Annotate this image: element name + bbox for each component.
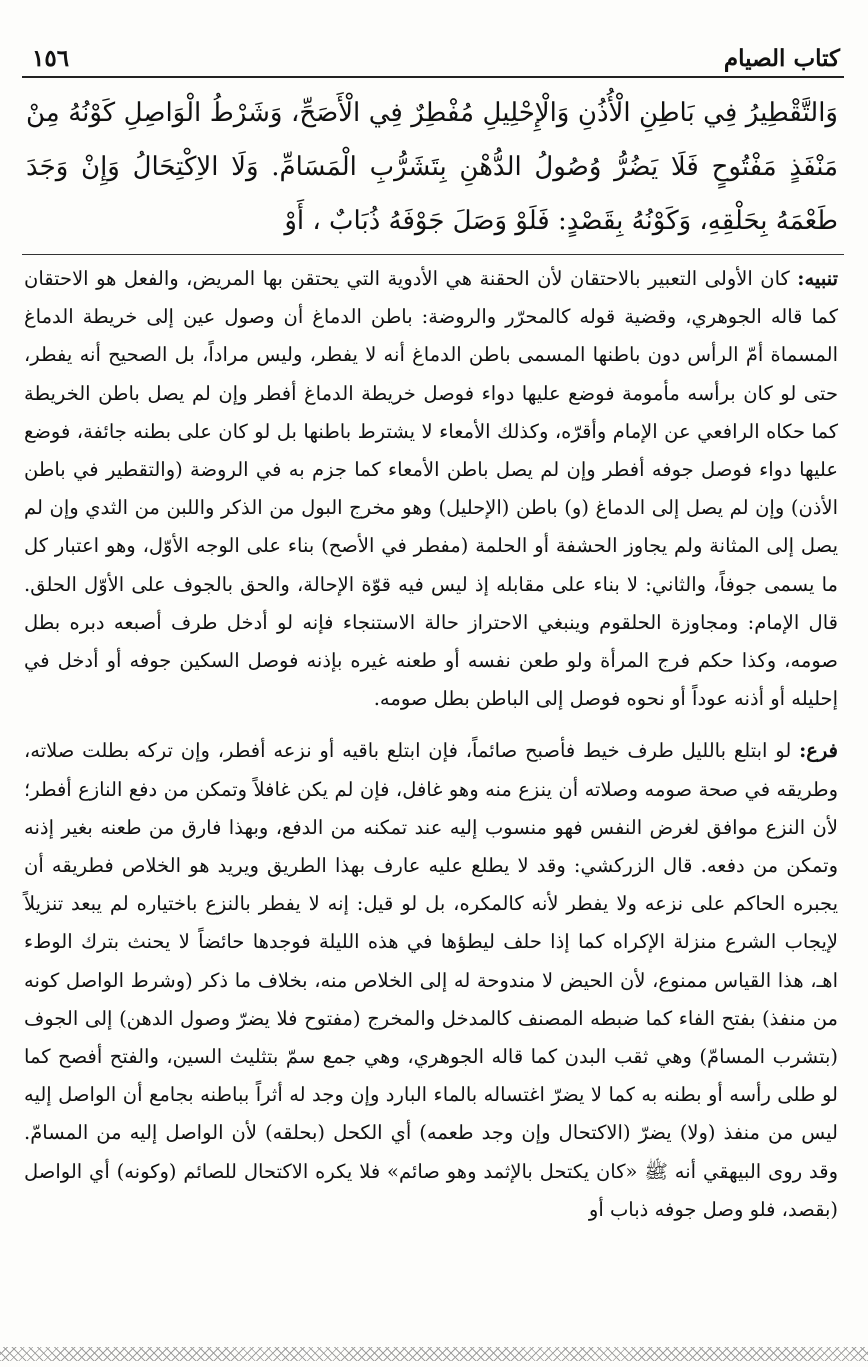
main-text: وَالتَّقْطِيرُ فِي بَاطِنِ الْأُذُنِ وَالْإِحْلِيلِ مُفْطِرٌ فِي الْأَصَحِّ، وَشَرْطُ الْوَاصِلِ كَوْنُهُ مِنْ مَنْفَذٍ مَفْتُوحٍ فَلَا يَضُرُّ وُصُولُ الدُّهْنِ بِتَشَرُّبِ الْمَسَامِّ. وَلَا الاِكْتِحَالُ وَإِنْ وَجَدَ طَعْمَهُ بِحَلْقِهِ، وَكَوْنُهُ بِقَصْدٍ: فَلَوْ وَصَلَ جَوْفَهُ ذُبَابٌ ، أَوْ (26, 98, 838, 236)
commentary (24, 260, 838, 1229)
paragraph-lead: فرع: (799, 739, 839, 763)
header-rule (22, 76, 844, 78)
paragraph-body: كان الأولى التعبير بالاحتقان لأن الحقنة هي الأدوية التي يحتقن بها المريض، والفعل هو الاحتقان كما قاله الجوهري، وقضية قوله كالمحرّر والروضة: باطن الدماغ أن وصول عين إلى خريطة الدماغ المسماة أمّ الرأس دون باطنها المسمى باطن الدماغ أنه لا يفطر، وليس مراداً، بل الصحيح أنه يفطر، حتى لو كان برأسه مأمومة فوضع عليها دواء فوصل خريطة الدماغ أفطر وإن لم يصل باطن الخريطة كما حكاه الرافعي عن الإمام وأقرّه، وكذلك الأمعاء لا يشترط باطنها بل لو كان على بطنه جائفة، فوضع عليها دواء فوصل جوفه أفطر وإن لم يصل باطن الأمعاء كما جزم به في الروضة (والتقطير في باطن الأذن) وإن لم يصل إلى الدماغ (و) باطن (الإحليل) وهو مخرج البول من الذكر واللبن من الثدي وإن لم يصل إلى المثانة ولم يجاوز الحشفة أو الحلمة (مفطر في الأصح) بناء على الوجه الأوّل، وهو اعتبار كل ما يسمى جوفاً، والثاني: لا بناء على مقابله إذ ليس فيه قوّة الإحالة، والحق بالجوف على الأوّل الحلق. قال الإمام: ومجاوزة الحلقوم وينبغي الاحتراز حالة الاستنجاء فإنه لو أدخل طرف أصبعه دبره بطل صومه، وكذا حكم فرج المرأة ولو طعن نفسه أو طعنه غيره بإذنه فوصل السكين جوفه أو أدخل في إحليله أو أذنه عوداً أو نحوه فوصل إلى الباطن بطل صومه. (24, 267, 838, 711)
paragraph-body: لو ابتلع بالليل طرف خيط فأصبح صائماً، فإن ابتلع باقيه أو نزعه أفطر، وإن تركه بطلت صلاته، وطريقه في صحة صومه وصلاته أن ينزع منه وهو غافل، فإن لم يكن غافلاً وتمكن من دفع النازع أفطر؛ لأن النزع موافق لغرض النفس فهو منسوب إليه عند تمكنه من الدفع، وبهذا فارق من طعنه بغير إذنه وتمكن من دفعه. قال الزركشي: وقد لا يطلع عليه عارف بهذا الطريق ويريد هو الخلاص فطريقه أن يجبره الحاكم على نزعه ولا يفطر لأنه كالمكره، بل لو قيل: إنه لا يفطر بالنزع باختياره لم يبعد تنزيلاً لإيجاب الشرع منزلة الإكراه كما إذا حلف ليطؤها في هذه الليلة فوجدها حائضاً لا يحنث بترك الوطء اهـ، هذا القياس ممنوع، لأن الحيض لا مندوحة له إلى الخلاص منه، بخلاف ما ذكر (وشرط الواصل كونه من منفذ) بفتح الفاء كما ضبطه المصنف كالمدخل والمخرج (مفتوح فلا يضرّ وصول الدهن) إلى الجوف (بتشرب المسامّ) وهي ثقب البدن كما قاله الجوهري، وهي جمع سمّ بتثليث السين، والفتح أفصح كما لو طلى رأسه أو بطنه به كما لا يضرّ اغتساله بالماء البارد وإن وجد له أثراً بباطنه بجامع أن الواصل إليه ليس من منفذ (ولا) يضرّ (الاكتحال وإن وجد طعمه) أي الكحل (بحلقه) لأن الواصل إليه من المسامّ. وقد روى البيهقي أنه ﷺ «كان يكتحل بالإثمد وهو صائم» فلا يكره الاكتحال للصائم (وكونه) أي الواصل (بقصد، فلو وصل جوفه ذباب أو (24, 739, 838, 1221)
separator-rule (22, 254, 844, 255)
commentary-paragraph (24, 260, 838, 718)
paragraph-lead: تنبيه: (797, 267, 839, 290)
chapter-title: كتاب الصيام (723, 45, 840, 72)
commentary-paragraph (24, 732, 838, 1229)
decorative-border (0, 1347, 868, 1361)
page-number: ١٥٦ (32, 45, 70, 72)
running-header (32, 30, 840, 72)
